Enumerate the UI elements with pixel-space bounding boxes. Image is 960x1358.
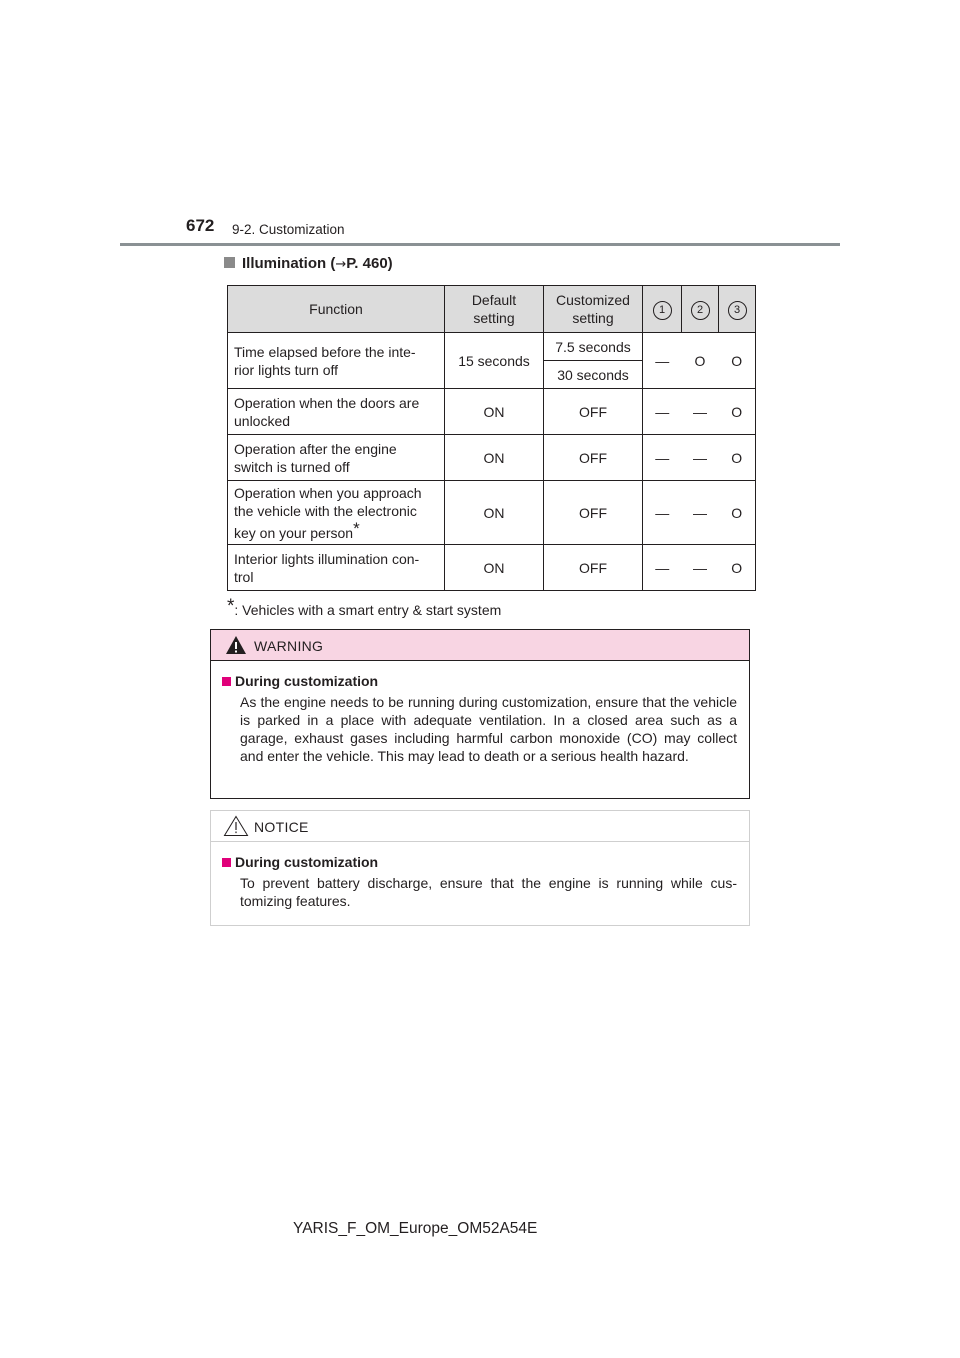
section-title: 9-2. Customization: [232, 222, 345, 237]
header-col-2: [682, 286, 719, 333]
heading-bullet: [224, 257, 235, 268]
circled-number-2: 2: [691, 301, 710, 320]
heading-text: Illumination (: [242, 255, 336, 272]
function-line: trol: [234, 568, 254, 585]
caution-triangle-icon: [223, 815, 249, 837]
function-cell: [228, 435, 445, 481]
heading: [224, 255, 393, 272]
customized-cell: OFF: [544, 435, 643, 481]
arrow-icon: →: [335, 257, 347, 272]
function-line: Time elapsed before the inte-: [234, 343, 416, 360]
notice-box: [210, 810, 750, 926]
header-rule: [120, 243, 840, 246]
customized-cell: OFF: [544, 545, 643, 591]
header-customized-text: Customized setting: [556, 292, 630, 326]
header-customized: [544, 286, 643, 333]
function-cell: [228, 545, 445, 591]
col-2-cell: —: [682, 545, 719, 591]
header-default-text: Default setting: [471, 292, 517, 326]
customized-cell: OFF: [544, 389, 643, 435]
warning-triangle-icon: [225, 635, 247, 655]
col-3-cell: O: [719, 545, 756, 591]
table-header-row: [228, 286, 756, 333]
notice-text: To prevent battery discharge, ensure that the engine is running while cus-tomizing features.: [240, 875, 737, 909]
function-line: Operation when the doors are: [234, 394, 420, 411]
notice-subheading: [222, 853, 737, 871]
notice-label: NOTICE: [254, 819, 309, 835]
circled-number-3: 3: [728, 301, 747, 320]
page-number: 672: [186, 216, 215, 235]
footnote-marker: *: [227, 596, 235, 617]
subheading-bullet: [222, 677, 231, 686]
warning-body: [211, 661, 749, 765]
col-3-cell: O: [719, 389, 756, 435]
table-row: [228, 435, 756, 481]
col-1-cell: —: [643, 481, 682, 545]
customized-cell: OFF: [544, 481, 643, 545]
col-1-cell: —: [643, 435, 682, 481]
footnote: [227, 596, 501, 618]
header-col-1: [643, 286, 682, 333]
default-cell: ON: [445, 545, 544, 591]
document-code: YARIS_F_OM_Europe_OM52A54E: [293, 1220, 538, 1237]
header-function: Function: [228, 286, 445, 333]
default-cell: ON: [445, 389, 544, 435]
function-cell: [228, 481, 445, 545]
warning-box: [210, 629, 750, 799]
circled-number-1: 1: [653, 301, 672, 320]
function-line: switch is turned off: [234, 458, 350, 475]
col-1-cell: —: [643, 333, 682, 389]
col-3-cell: O: [719, 333, 756, 389]
col-3-cell: O: [719, 435, 756, 481]
col-2-cell: O: [682, 333, 719, 389]
col-1-cell: —: [643, 545, 682, 591]
warning-header: [211, 630, 749, 661]
col-2-cell: —: [682, 435, 719, 481]
col-2-cell: —: [682, 389, 719, 435]
function-line: rior lights turn off: [234, 361, 339, 378]
notice-header: [211, 811, 749, 842]
function-cell: [228, 389, 445, 435]
customized-cell: 7.5 seconds: [544, 333, 643, 361]
header-col-3: [719, 286, 756, 333]
function-cell: [228, 333, 445, 389]
notice-body: [211, 842, 749, 910]
warning-subheading-text: During customization: [235, 673, 379, 689]
function-line: Operation after the engine: [234, 440, 397, 457]
footnote-marker: *: [353, 518, 360, 538]
warning-text: As the engine needs to be running during customization, ensure that the vehicle is parked in a place with adequate ventilation. In a closed area such as a garage, exhaust gases including harmful carbon monoxide (CO) may collect and enter the vehicle. This may lead to death or a serious health hazard.: [240, 694, 737, 764]
function-line: Interior lights illumination con-: [234, 550, 420, 567]
table-row: [228, 545, 756, 591]
table-row: [228, 481, 756, 545]
table-row: [228, 333, 756, 361]
default-cell: ON: [445, 481, 544, 545]
notice-subheading-text: During customization: [235, 854, 379, 870]
subheading-bullet: [222, 858, 231, 867]
function-line: key on your person: [234, 524, 354, 541]
heading-ref: P. 460): [346, 255, 393, 272]
table-row: [228, 389, 756, 435]
customized-cell: 30 seconds: [544, 361, 643, 389]
customization-table: [227, 285, 756, 591]
warning-label: WARNING: [254, 638, 324, 654]
function-line: the vehicle with the electronic: [234, 502, 417, 519]
footnote-text: : Vehicles with a smart entry & start system: [234, 602, 502, 618]
function-line: Operation when you approach: [234, 484, 422, 501]
default-cell: ON: [445, 435, 544, 481]
warning-subheading: [222, 672, 737, 690]
header-default: [445, 286, 544, 333]
col-1-cell: —: [643, 389, 682, 435]
default-cell: 15 seconds: [445, 333, 544, 389]
function-line: unlocked: [234, 412, 291, 429]
col-3-cell: O: [719, 481, 756, 545]
col-2-cell: —: [682, 481, 719, 545]
